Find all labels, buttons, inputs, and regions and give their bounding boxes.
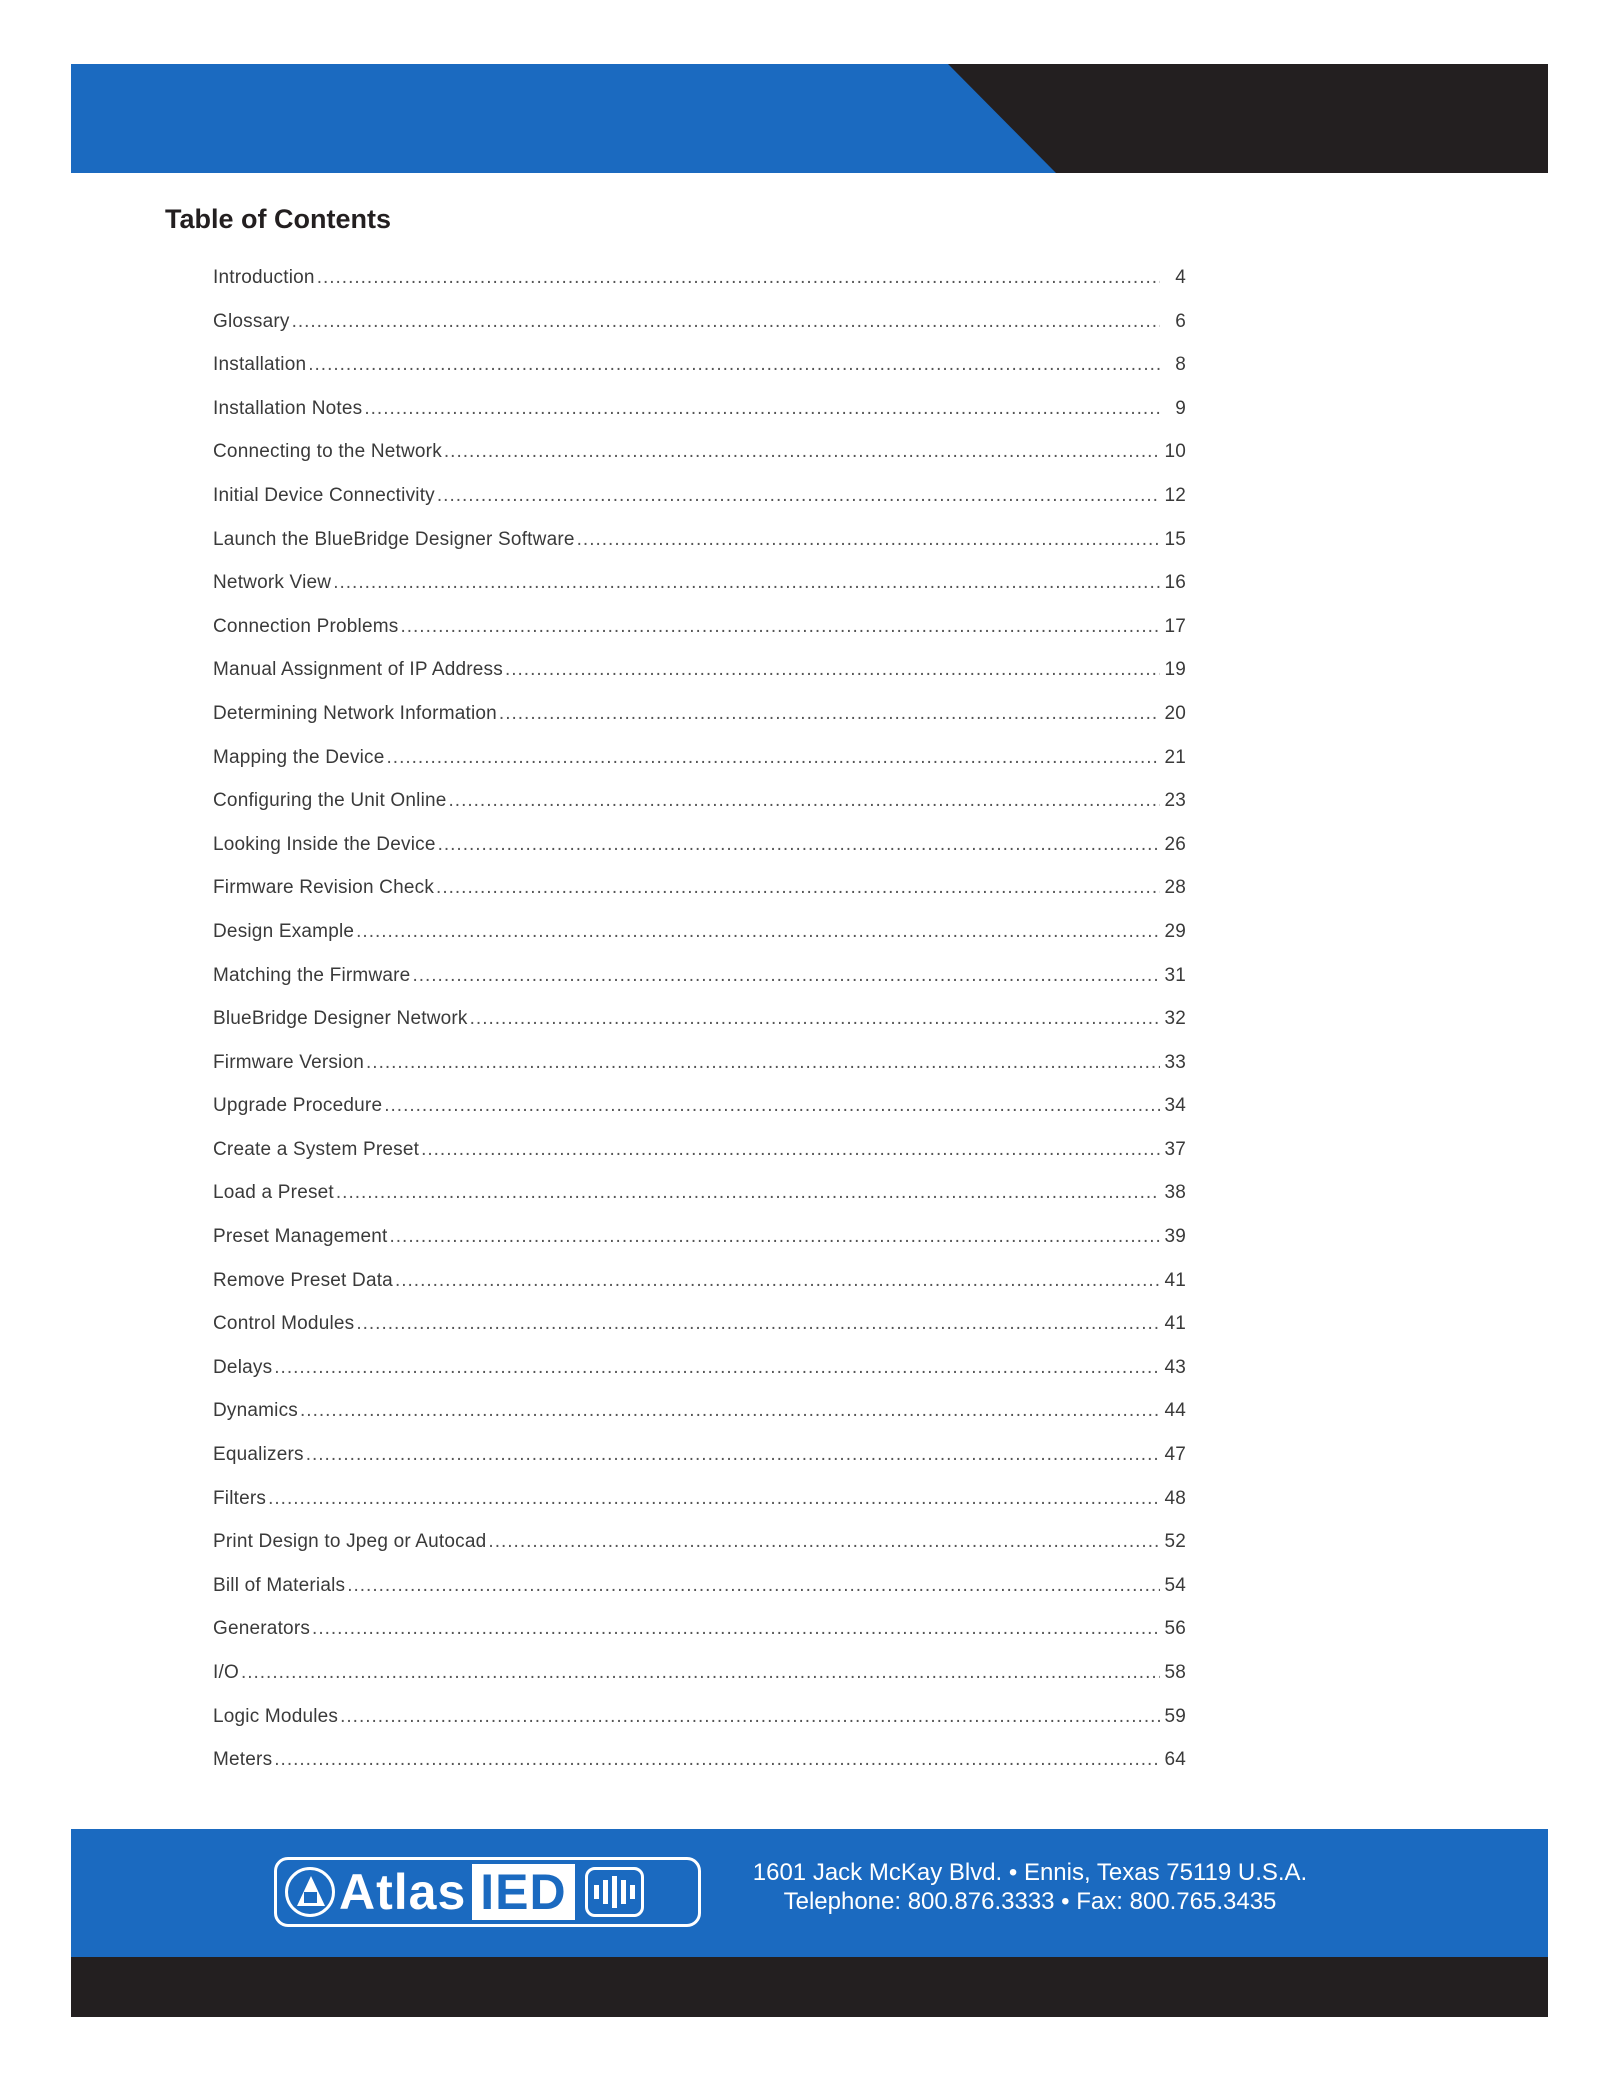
toc-entry-page: 20 — [1164, 702, 1186, 724]
toc-entry[interactable] — [213, 398, 1186, 442]
toc-entry[interactable] — [213, 1226, 1186, 1270]
toc-entry-page: 44 — [1164, 1400, 1186, 1422]
toc-entry[interactable] — [213, 659, 1186, 703]
toc-dot-leader — [306, 1444, 1160, 1466]
toc-entry-label: Filters — [213, 1487, 267, 1509]
toc-title: Table of Contents — [165, 204, 391, 234]
footer-contact — [730, 1858, 1330, 1916]
toc-entry-page: 21 — [1164, 746, 1186, 768]
toc-entry-page: 8 — [1175, 354, 1186, 376]
toc-entry-page: 29 — [1164, 920, 1186, 942]
toc-entry-label: Print Design to Jpeg or Autocad — [213, 1531, 487, 1553]
toc-entry[interactable] — [213, 1008, 1186, 1052]
toc-entry[interactable] — [213, 1270, 1186, 1314]
toc-entry[interactable] — [213, 311, 1186, 355]
toc-entry[interactable] — [213, 1444, 1186, 1488]
toc-dot-leader — [577, 529, 1160, 551]
toc-entry-page: 41 — [1164, 1313, 1186, 1335]
toc-dot-leader — [317, 267, 1160, 289]
toc-dot-leader — [421, 1139, 1160, 1161]
toc-entry-label: BlueBridge Designer Network — [213, 1008, 468, 1030]
toc-dot-leader — [387, 747, 1160, 769]
toc-entry-page: 59 — [1164, 1705, 1186, 1727]
toc-dot-leader — [366, 1052, 1160, 1074]
toc-entry[interactable] — [213, 485, 1186, 529]
toc-entry-page: 15 — [1164, 528, 1186, 550]
toc-entry[interactable] — [213, 616, 1186, 660]
toc-dot-leader — [444, 441, 1160, 463]
toc-entry[interactable] — [213, 1575, 1186, 1619]
toc-entry[interactable] — [213, 354, 1186, 398]
toc-entry[interactable] — [213, 1052, 1186, 1096]
toc-entry[interactable] — [213, 1618, 1186, 1662]
toc-entry-page: 9 — [1175, 397, 1186, 419]
logo-atlas-text: Atlas — [339, 1864, 467, 1920]
logo-ied-text: IED — [472, 1864, 574, 1920]
toc-entry-label: Meters — [213, 1749, 273, 1771]
toc-entry[interactable] — [213, 1139, 1186, 1183]
toc-entry-label: Launch the BlueBridge Designer Software — [213, 528, 575, 550]
toc-entry[interactable] — [213, 965, 1186, 1009]
toc-entry[interactable] — [213, 1749, 1186, 1793]
toc-entry-label: Configuring the Unit Online — [213, 790, 447, 812]
toc-dot-leader — [412, 965, 1160, 987]
toc-dot-leader — [241, 1662, 1160, 1684]
toc-entry-label: Glossary — [213, 310, 290, 332]
toc-entry-label: Manual Assignment of IP Address — [213, 659, 503, 681]
toc-dot-leader — [268, 1488, 1160, 1510]
toc-dot-leader — [333, 572, 1160, 594]
header-band — [71, 64, 1548, 173]
toc-entry[interactable] — [213, 877, 1186, 921]
footer-address-line: 1601 Jack McKay Blvd. • Ennis, Texas 75119 U.S.A. — [752, 1859, 1308, 1886]
toc-entry-label: Preset Management — [213, 1226, 388, 1248]
toc-entry-label: Remove Preset Data — [213, 1269, 393, 1291]
toc-entry-page: 17 — [1164, 615, 1186, 637]
toc-entry-page: 38 — [1164, 1182, 1186, 1204]
toc-entry-label: Mapping the Device — [213, 746, 385, 768]
toc-entry-label: Upgrade Procedure — [213, 1095, 383, 1117]
toc-entry-label: Connecting to the Network — [213, 441, 442, 463]
toc-entry-label: Determining Network Information — [213, 702, 497, 724]
toc-entry[interactable] — [213, 1662, 1186, 1706]
toc-entry-label: Installation — [213, 354, 307, 376]
toc-dot-leader — [470, 1008, 1160, 1030]
toc-dot-leader — [400, 616, 1160, 638]
toc-entry-label: Create a System Preset — [213, 1138, 420, 1160]
toc-dot-leader — [436, 877, 1160, 899]
toc-entry-label: Installation Notes — [213, 397, 363, 419]
toc-dot-leader — [395, 1270, 1160, 1292]
footer-phone-line: Telephone: 800.876.3333 • Fax: 800.765.3435 — [783, 1888, 1277, 1915]
toc-entry-page: 47 — [1164, 1444, 1186, 1466]
toc-entry-label: Introduction — [213, 267, 315, 288]
toc-entry-label: Firmware Revision Check — [213, 877, 435, 899]
toc-dot-leader — [364, 398, 1160, 420]
toc-entry-label: Generators — [213, 1618, 311, 1640]
toc-entry-label: Control Modules — [213, 1313, 355, 1335]
toc-entry-label: Connection Problems — [213, 615, 399, 637]
speaker-bars-icon — [585, 1867, 644, 1917]
toc-entry[interactable] — [213, 1400, 1186, 1444]
toc-dot-leader — [384, 1095, 1160, 1117]
toc-entry[interactable] — [213, 267, 1186, 311]
toc-entry-label: Matching the Firmware — [213, 964, 411, 986]
toc-dot-leader — [274, 1357, 1160, 1379]
toc-entry-page: 34 — [1164, 1095, 1186, 1117]
toc-entry-page: 64 — [1164, 1749, 1186, 1771]
toc-entry[interactable] — [213, 1357, 1186, 1401]
toc-entry-label: Load a Preset — [213, 1182, 334, 1204]
toc-entry-page: 4 — [1175, 267, 1186, 288]
toc-entry-page: 33 — [1164, 1051, 1186, 1073]
toc-entry[interactable] — [213, 747, 1186, 791]
toc-dot-leader — [308, 354, 1160, 376]
atlasied-logo — [274, 1857, 701, 1927]
toc-entry-page: 23 — [1164, 790, 1186, 812]
toc-entry-page: 48 — [1164, 1487, 1186, 1509]
toc-entry-page: 32 — [1164, 1008, 1186, 1030]
header-dark-wedge — [948, 64, 1548, 173]
toc-entry-page: 6 — [1175, 310, 1186, 332]
atlas-triangle-icon — [285, 1867, 335, 1917]
toc-entry[interactable] — [213, 1706, 1186, 1750]
toc-entry-label: Network View — [213, 572, 332, 594]
toc-entry-label: Logic Modules — [213, 1705, 339, 1727]
toc-dot-leader — [488, 1531, 1160, 1553]
toc-dot-leader — [292, 311, 1160, 333]
toc-entry[interactable] — [213, 790, 1186, 834]
toc-entry-page: 39 — [1164, 1226, 1186, 1248]
toc-entry-page: 43 — [1164, 1356, 1186, 1378]
toc-dot-leader — [499, 703, 1160, 725]
toc-entry[interactable] — [213, 1182, 1186, 1226]
toc-entry-label: Equalizers — [213, 1444, 304, 1466]
toc-entry-label: Design Example — [213, 920, 355, 942]
toc-entry[interactable] — [213, 1488, 1186, 1532]
footer-dark-band — [71, 1957, 1548, 2017]
toc-dot-leader — [505, 659, 1160, 681]
toc-entry-page: 26 — [1164, 833, 1186, 855]
toc-entry-page: 12 — [1164, 484, 1186, 506]
toc-entry[interactable] — [213, 441, 1186, 485]
toc-entry-page: 54 — [1164, 1574, 1186, 1596]
toc-entry[interactable] — [213, 1095, 1186, 1139]
toc-entry[interactable] — [213, 703, 1186, 747]
toc-entry[interactable] — [213, 921, 1186, 965]
toc-entry-page: 41 — [1164, 1269, 1186, 1291]
toc-entry-page: 16 — [1164, 572, 1186, 594]
toc-entry-label: Looking Inside the Device — [213, 833, 436, 855]
toc-entry-label: I/O — [213, 1662, 239, 1683]
toc-entry-label: Delays — [213, 1356, 273, 1378]
toc-entry-page: 10 — [1164, 441, 1186, 463]
toc-entry[interactable] — [213, 529, 1186, 573]
toc-dot-leader — [356, 1313, 1160, 1335]
toc-entry-label: Bill of Materials — [213, 1574, 346, 1596]
toc-dot-leader — [437, 485, 1160, 507]
toc-entry-page: 52 — [1164, 1531, 1186, 1553]
toc-dot-leader — [347, 1575, 1160, 1597]
toc-list — [213, 267, 1186, 1793]
toc-entry-label: Firmware Version — [213, 1051, 365, 1073]
toc-entry[interactable] — [213, 834, 1186, 878]
toc-entry[interactable] — [213, 572, 1186, 616]
toc-dot-leader — [438, 834, 1160, 856]
toc-dot-leader — [449, 790, 1160, 812]
toc-entry[interactable] — [213, 1531, 1186, 1575]
toc-dot-leader — [336, 1182, 1160, 1204]
toc-entry-page: 56 — [1164, 1618, 1186, 1640]
toc-dot-leader — [340, 1706, 1160, 1728]
toc-entry-page: 37 — [1164, 1138, 1186, 1160]
toc-entry[interactable] — [213, 1313, 1186, 1357]
toc-entry-label: Initial Device Connectivity — [213, 484, 435, 506]
toc-entry-page: 19 — [1164, 659, 1186, 681]
toc-entry-page: 28 — [1164, 877, 1186, 899]
toc-entry-page: 58 — [1164, 1662, 1186, 1683]
toc-dot-leader — [356, 921, 1160, 943]
toc-entry-page: 31 — [1164, 964, 1186, 986]
toc-dot-leader — [300, 1400, 1160, 1422]
toc-entry-label: Dynamics — [213, 1400, 299, 1422]
toc-dot-leader — [274, 1749, 1160, 1771]
toc-dot-leader — [390, 1226, 1161, 1248]
toc-dot-leader — [312, 1618, 1160, 1640]
